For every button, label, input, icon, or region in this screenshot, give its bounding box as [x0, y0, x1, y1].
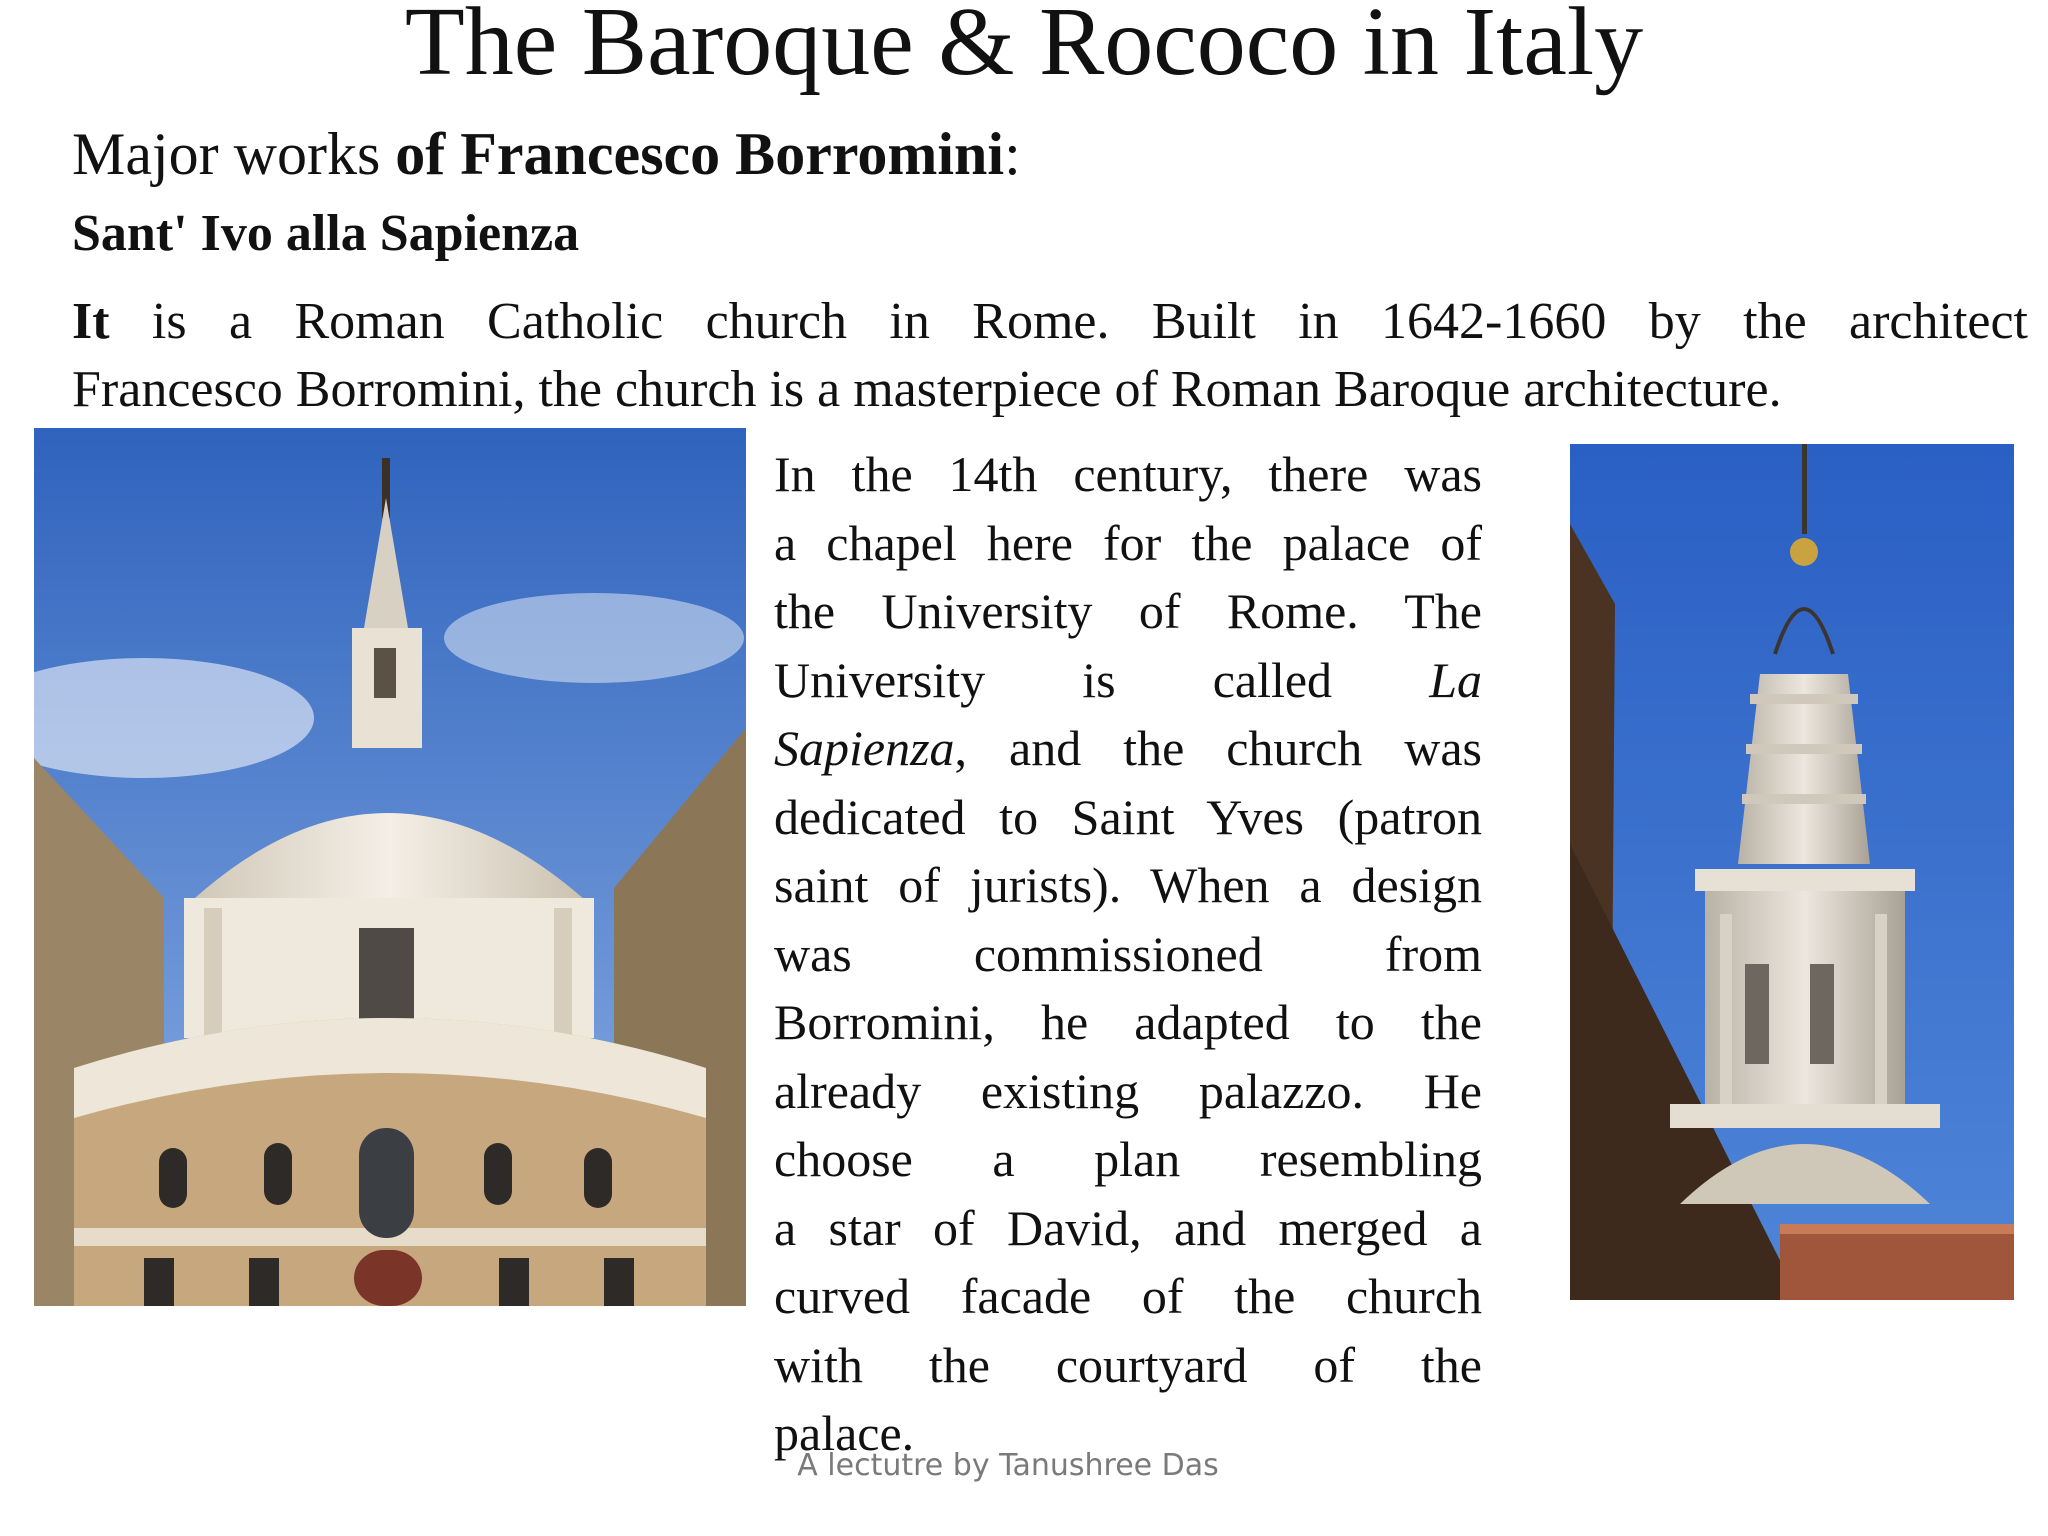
body-italic-text: La: [1429, 651, 1482, 708]
slide-title: The Baroque & Rococo in Italy: [404, 0, 1644, 96]
subtitle-suffix: :: [1004, 121, 1021, 187]
body-line: was commissioned from: [774, 925, 1482, 982]
church-facade-illustration: [34, 428, 746, 1306]
body-line: Borromini, he adapted to the: [774, 994, 1482, 1050]
body-line: a star of David, and merged a: [774, 1199, 1482, 1256]
body-italic-text: Sapienza: [774, 720, 955, 776]
body-line: already existing palazzo. He: [774, 1062, 1482, 1119]
body-line-text: , and the church was: [954, 720, 1482, 776]
footer-credit: [0, 1446, 2048, 1486]
body-line: the University of Rome. The: [774, 583, 1482, 639]
body-line: dedicated to Saint Yves (patron: [774, 788, 1482, 845]
body-paragraph: [774, 440, 1482, 1468]
subtitle-prefix: Major works: [72, 121, 396, 187]
church-facade-photo: [34, 428, 746, 1306]
body-line: [774, 714, 1482, 783]
subtitle-architect: of Francesco Borromini: [395, 121, 1005, 187]
body-line: choose a plan resembling: [774, 1131, 1482, 1187]
body-line: In the 14th century, there was: [774, 446, 1482, 502]
intro-bold-word: It: [72, 293, 110, 350]
body-line-text: University is called: [774, 651, 1430, 708]
body-line: with the courtyard of the: [774, 1336, 1482, 1393]
intro-line-1-text: is a Roman Catholic church in Rome. Built in 1642-1660 by the architect: [109, 293, 2028, 350]
church-name: Sant' Ivo alla Sapienza: [72, 205, 580, 262]
subtitle: [72, 118, 1021, 190]
footer-credit-text: A lectutre by Tanushree Das: [797, 1448, 1219, 1483]
body-line: saint of jurists). When a design: [774, 857, 1482, 913]
intro-line-1: [72, 288, 2028, 356]
body-line: curved facade of the church: [774, 1268, 1482, 1324]
intro-paragraph: [72, 288, 2028, 424]
body-line: palace.: [774, 1405, 915, 1461]
lantern-spire-illustration: [1570, 444, 2014, 1300]
body-line: [774, 646, 1482, 715]
lantern-spire-photo: [1570, 444, 2014, 1300]
intro-line-2: Francesco Borromini, the church is a masterpiece of Roman Baroque architecture.: [72, 361, 1782, 418]
body-line: a chapel here for the palace of: [774, 514, 1482, 571]
